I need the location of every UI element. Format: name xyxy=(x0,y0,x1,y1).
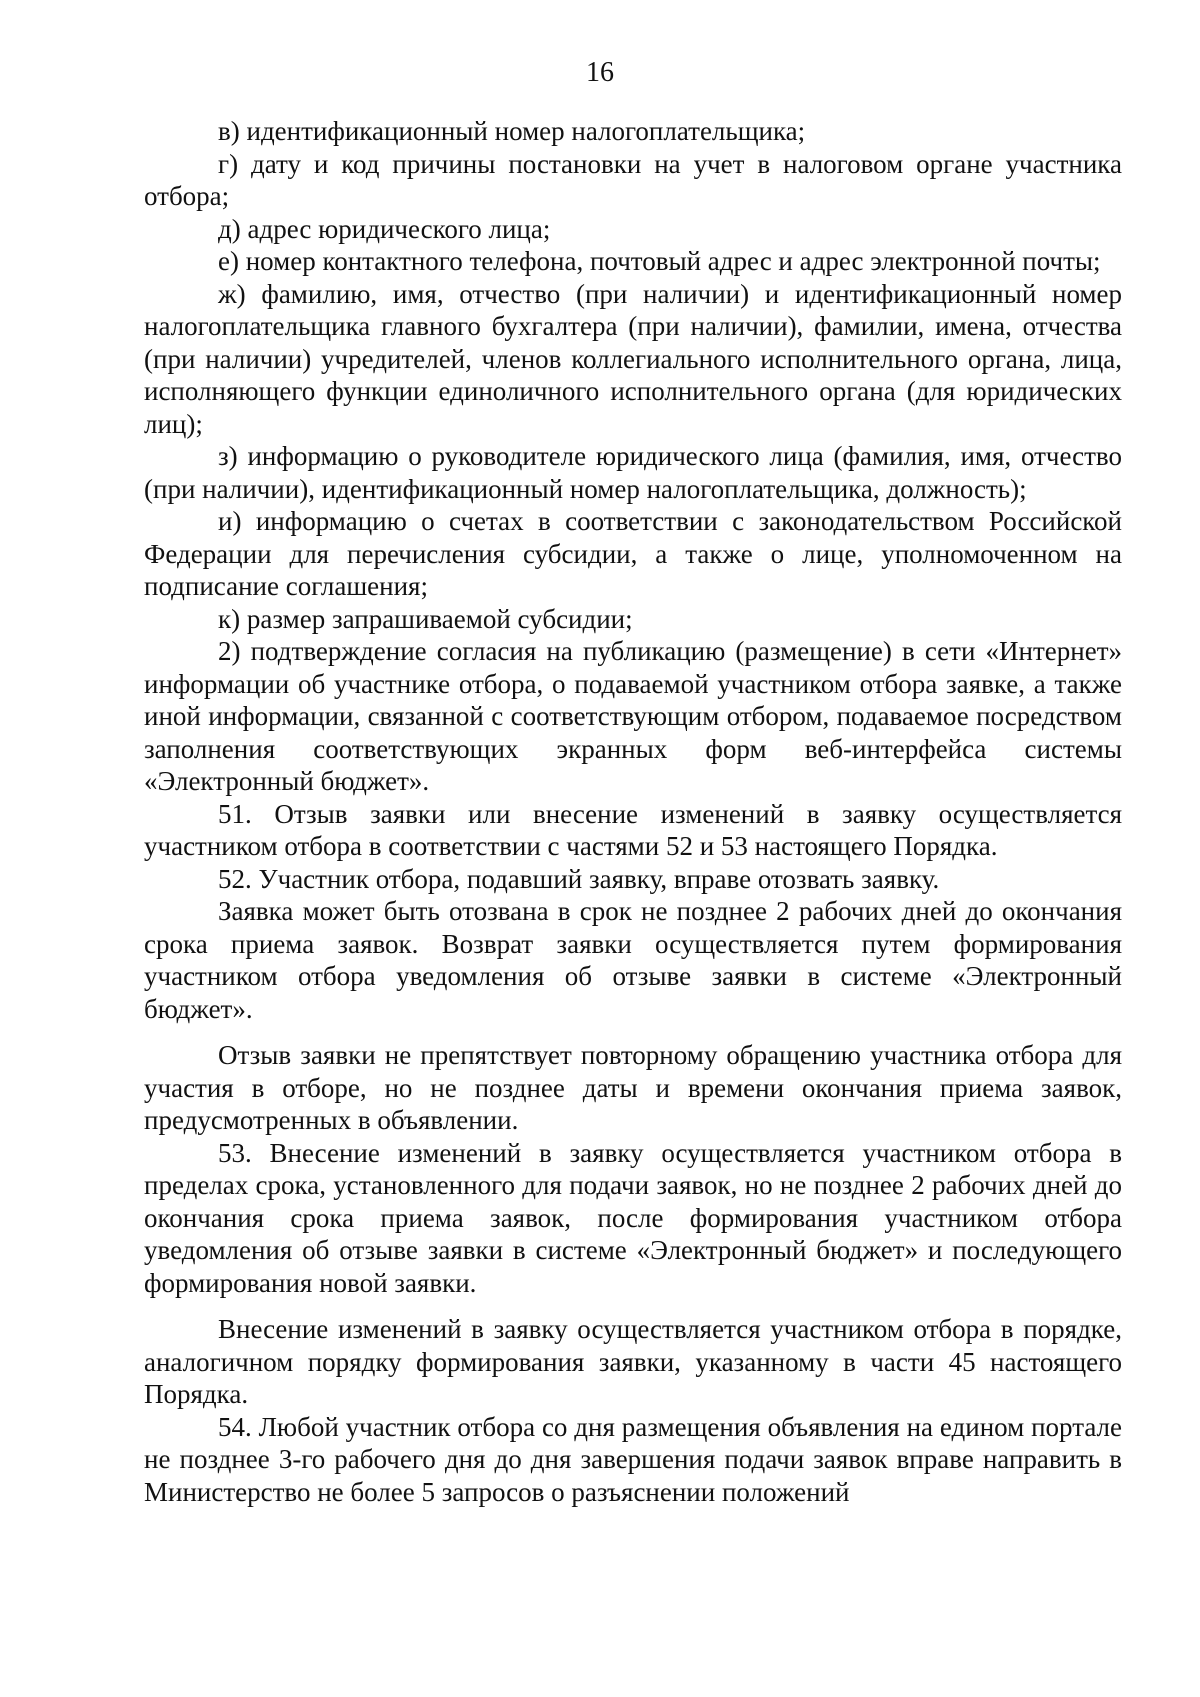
paragraph-52: 52. Участник отбора, подавший заявку, вправе отозвать заявку. xyxy=(218,863,940,894)
paragraph-d-legal-address: д) адрес юридического лица; xyxy=(218,213,551,244)
paragraph-52-reapplication: Отзыв заявки не препятствует повторному обращению участника отбора для участия в отборе, но не позднее даты и времени окончания приема заявок, предусмотренных в объявлении. xyxy=(144,1040,1122,1135)
document-body xyxy=(144,115,1122,1508)
paragraph-i-accounts: и) информацию о счетах в соответствии с законодательством Российской Федерации для перечисления субсидии, а также о лице, уполномоченном на подписание соглашения; xyxy=(144,506,1122,601)
paragraph-e-contacts: е) номер контактного телефона, почтовый адрес и адрес электронной почты; xyxy=(218,246,1101,276)
paragraph-v-inn: в) идентификационный номер налогоплательщика; xyxy=(218,116,806,146)
paragraph-2-publication-consent: 2) подтверждение согласия на публикацию (размещение) в сети «Интернет» информации об участнике отбора, о подаваемой участником отбора заявке, а также иной информации, связанной с соответствующим отбором, подаваемое посредством заполнения соответствующих экранных форм веб-интерфейса системы «Электронный бюджет». xyxy=(144,636,1122,796)
paragraph-51: 51. Отзыв заявки или внесение изменений в заявку осуществляется участником отбора в соответствии с частями 52 и 53 настоящего Порядка. xyxy=(144,798,1122,861)
paragraph-k-subsidy-amount: к) размер запрашиваемой субсидии; xyxy=(218,603,633,634)
paragraph-g-registration-date: г) дату и код причины постановки на учет в налоговом органе участника отбора; xyxy=(144,148,1122,211)
paragraph-52-withdrawal-term: Заявка может быть отозвана в срок не позднее 2 рабочих дней до окончания срока приема заявок. Возврат заявки осуществляется путем формирования участником отбора уведомления об отзыве заявки в системе «Электронный бюджет». xyxy=(144,896,1122,1024)
paragraph-54: 54. Любой участник отбора со дня размещения объявления на едином портале не позднее 3-го рабочего дня до дня завершения подачи заявок вправе направить в Министерство не более 5 запросов о разъяснении положений xyxy=(144,1411,1122,1507)
paragraph-z-head-info: з) информацию о руководителе юридического лица (фамилия, имя, отчество (при наличии), идентификационный номер налогоплательщика, должность); xyxy=(144,441,1122,504)
paragraph-zh-personal-data: ж) фамилию, имя, отчество (при наличии) и идентификационный номер налогоплательщика главного бухгалтера (при наличии), фамилии, имена, отчества (при наличии) учредителей, членов коллегиального исполнительного органа, лица, исполняющего функции единоличного исполнительного органа (для юридических лиц); xyxy=(144,278,1122,439)
page-number: 16 xyxy=(586,57,614,88)
paragraph-53-procedure: Внесение изменений в заявку осуществляется участником отбора в порядке, аналогичном порядку формирования заявки, указанному в части 45 настоящего Порядка. xyxy=(144,1314,1122,1409)
paragraph-53: 53. Внесение изменений в заявку осуществляется участником отбора в пределах срока, установленного для подачи заявок, но не позднее 2 рабочих дней до окончания срока приема заявок, после формирования участником отбора уведомления об отзыве заявки в системе «Электронный бюджет» и последующего формирования новой заявки. xyxy=(144,1137,1122,1298)
